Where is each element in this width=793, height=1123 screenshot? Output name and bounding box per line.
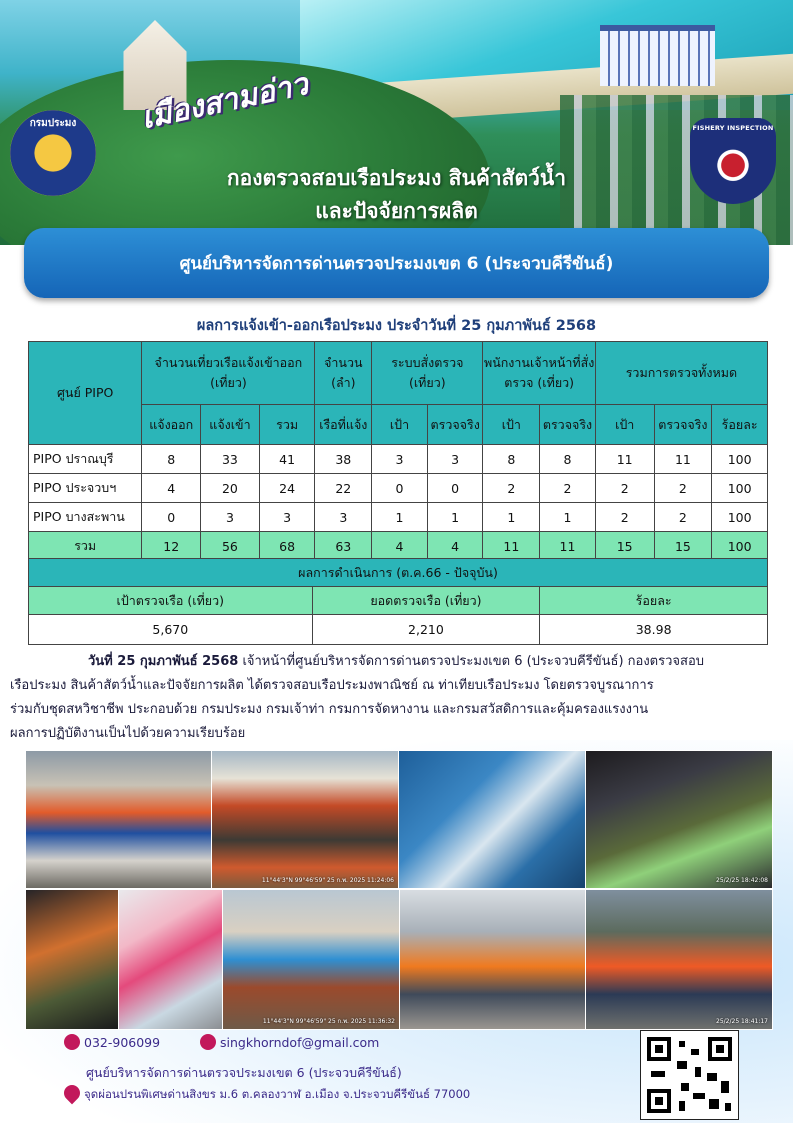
cell: 2 — [654, 503, 712, 532]
sub-total-percent: ร้อยละ — [712, 405, 768, 445]
cell: 1 — [427, 503, 483, 532]
perf-value-percent: 38.98 — [540, 615, 768, 645]
sub-officer-target: เป้า — [483, 405, 540, 445]
sub-total-target: เป้า — [595, 405, 654, 445]
hero-title-line2: และปัจจัยการผลิต — [315, 199, 478, 223]
cell: 2 — [595, 474, 654, 503]
hero-tagline: เมืองสามอ่าว — [138, 66, 312, 137]
cell: 100 — [712, 474, 768, 503]
hotel-illustration — [600, 25, 715, 86]
sub-boats: เรือที่แจ้ง — [315, 405, 372, 445]
summary-paragraph — [10, 650, 774, 746]
cell: 3 — [315, 503, 372, 532]
cell: 20 — [201, 474, 260, 503]
cell: 1 — [372, 503, 428, 532]
photo-deck-crew — [222, 889, 400, 1030]
table-row — [29, 503, 768, 532]
globe-icon — [200, 1034, 216, 1050]
table-row — [29, 445, 768, 474]
logo-right-text: FISHERY INSPECTION — [692, 124, 774, 132]
cell: 15 — [654, 532, 712, 561]
location-pin-icon — [61, 1082, 84, 1105]
cell: 24 — [259, 474, 315, 503]
cell: 1 — [483, 503, 540, 532]
phone-number[interactable]: 032-906099 — [84, 1035, 161, 1050]
report-title: ผลการแจ้งเข้า-ออกเรือประมง ประจำวันที่ 25 กุมภาพันธ์ 2568 — [196, 318, 597, 334]
header-officer: พนักงานเจ้าหน้าที่สั่งตรวจ (เที่ยว) — [483, 342, 595, 405]
phone-icon — [64, 1034, 80, 1050]
photo-document-bag — [118, 889, 223, 1030]
header-center: ศูนย์ PIPO — [29, 342, 142, 445]
cell: 33 — [201, 445, 260, 474]
cell: 8 — [483, 445, 540, 474]
paragraph-line1 — [64, 650, 774, 674]
cell: 100 — [712, 445, 768, 474]
photo-officers-documents — [25, 889, 119, 1030]
cell: 3 — [427, 445, 483, 474]
sub-sum: รวม — [259, 405, 315, 445]
cell: 41 — [259, 445, 315, 474]
cell: 100 — [712, 503, 768, 532]
header-trips: จำนวนเที่ยวเรือแจ้งเข้าออก (เที่ยว) — [142, 342, 315, 405]
cell: 2 — [540, 474, 596, 503]
cell: 38 — [315, 445, 372, 474]
email-contact — [200, 1034, 379, 1050]
cell: 100 — [712, 532, 768, 561]
sub-system-target: เป้า — [372, 405, 428, 445]
cell: 4 — [372, 532, 428, 561]
performance-title: ผลการดำเนินการ (ต.ค.66 - ปัจจุบัน) — [29, 559, 768, 587]
cell: 68 — [259, 532, 315, 561]
total-label: รวม — [29, 532, 142, 561]
cell: 11 — [654, 445, 712, 474]
banner-title: ศูนย์บริหารจัดการด่านตรวจประมงเขต 6 (ประจวบคีรีขันธ์) — [179, 253, 614, 274]
hero-title-line1: กองตรวจสอบเรือประมง สินค้าสัตว์น้ำ — [226, 166, 567, 190]
total-row — [29, 532, 768, 561]
perf-label-actual: ยอดตรวจเรือ (เที่ยว) — [312, 587, 540, 615]
cell: 15 — [595, 532, 654, 561]
cell: 0 — [142, 503, 201, 532]
photo-stamp: 11°44'3"N 99°46'59" 25 ก.พ. 2025 11:36:32 — [262, 1018, 395, 1025]
photo-stamp: 25/2/25 18:41:17 — [716, 1018, 768, 1025]
cell: 56 — [201, 532, 260, 561]
perf-label-percent: ร้อยละ — [540, 587, 768, 615]
office-name: ศูนย์บริหารจัดการด่านตรวจประมงเขต 6 (ประจวบคีรีขันธ์) — [86, 1065, 402, 1080]
photo-team-group — [585, 889, 773, 1030]
cell: 63 — [315, 532, 372, 561]
center-banner — [24, 228, 769, 298]
cell: 0 — [427, 474, 483, 503]
perf-value-actual: 2,210 — [312, 615, 540, 645]
cell: 3 — [259, 503, 315, 532]
cell: 0 — [372, 474, 428, 503]
address-text: จุดผ่อนปรนพิเศษด่านสิงขร ม.6 ต.คลองวาฬ อ.เมือง จ.ประจวบคีรีขันธ์ 77000 — [84, 1087, 471, 1101]
performance-table — [28, 558, 768, 645]
paragraph-line1-text: เจ้าหน้าที่ศูนย์บริหารจัดการด่านตรวจประมงเขต 6 (ประจวบคีรีขันธ์) กองตรวจสอบ — [238, 654, 705, 669]
logo-left-text: กรมประมง — [29, 118, 77, 129]
cell: 8 — [142, 445, 201, 474]
photo-pier-meeting — [399, 889, 586, 1030]
cell: 4 — [142, 474, 201, 503]
sub-system-actual: ตรวจจริง — [427, 405, 483, 445]
pipo-report-table — [28, 341, 768, 561]
cell: 11 — [595, 445, 654, 474]
row-name: PIPO ปราณบุรี — [29, 445, 142, 474]
photo-boat-deck — [211, 750, 399, 889]
qr-code[interactable] — [640, 1030, 739, 1120]
cell: 1 — [540, 503, 596, 532]
hero-image — [0, 0, 793, 245]
paragraph-line4: ผลการปฏิบัติงานเป็นไปด้วยความเรียบร้อย — [10, 726, 246, 741]
header-total: รวมการตรวจทั้งหมด — [595, 342, 767, 405]
photo-night-inspection — [585, 750, 773, 889]
sub-out: แจ้งออก — [142, 405, 201, 445]
cell: 2 — [654, 474, 712, 503]
photo-stamp: 11°44'3"N 99°46'59" 25 ก.พ. 2025 11:24:06 — [261, 877, 394, 884]
photo-stamp: 25/2/25 18:42:08 — [716, 877, 768, 884]
perf-label-target: เป้าตรวจเรือ (เที่ยว) — [29, 587, 313, 615]
cell: 22 — [315, 474, 372, 503]
email-address[interactable]: singkhorndof@gmail.com — [220, 1035, 380, 1050]
address-contact — [64, 1085, 470, 1104]
cell: 3 — [372, 445, 428, 474]
perf-value-target: 5,670 — [29, 615, 313, 645]
table-row — [29, 474, 768, 503]
photo-fish-hold — [398, 750, 586, 889]
cell: 2 — [595, 503, 654, 532]
paragraph-line2: เรือประมง สินค้าสัตว์น้ำและปัจจัยการผลิต ได้ตรวจสอบเรือประมงพาณิชย์ ณ ท่าเทียบเรือประมง โดยตรวจบูรณาการ — [10, 678, 654, 693]
paragraph-line3: ร่วมกับชุดสหวิชาชีพ ประกอบด้วย กรมประมง กรมเจ้าท่า กรมการจัดหางาน และกรมสวัสดิการและคุ้มครองแรงงาน — [10, 702, 649, 717]
paragraph-date: วันที่ 25 กุมภาพันธ์ 2568 — [88, 654, 239, 669]
cell: 11 — [483, 532, 540, 561]
cell: 8 — [540, 445, 596, 474]
sub-officer-actual: ตรวจจริง — [540, 405, 596, 445]
header-system: ระบบสั่งตรวจ (เที่ยว) — [372, 342, 483, 405]
row-name: PIPO บางสะพาน — [29, 503, 142, 532]
sub-in: แจ้งเข้า — [201, 405, 260, 445]
cell: 2 — [483, 474, 540, 503]
cell: 11 — [540, 532, 596, 561]
header-boats: จำนวน (ลำ) — [315, 342, 372, 405]
row-name: PIPO ประจวบฯ — [29, 474, 142, 503]
sub-total-actual: ตรวจจริง — [654, 405, 712, 445]
cell: 12 — [142, 532, 201, 561]
phone-contact — [64, 1034, 160, 1050]
cell: 4 — [427, 532, 483, 561]
photo-boat-hull — [25, 750, 212, 889]
cell: 3 — [201, 503, 260, 532]
